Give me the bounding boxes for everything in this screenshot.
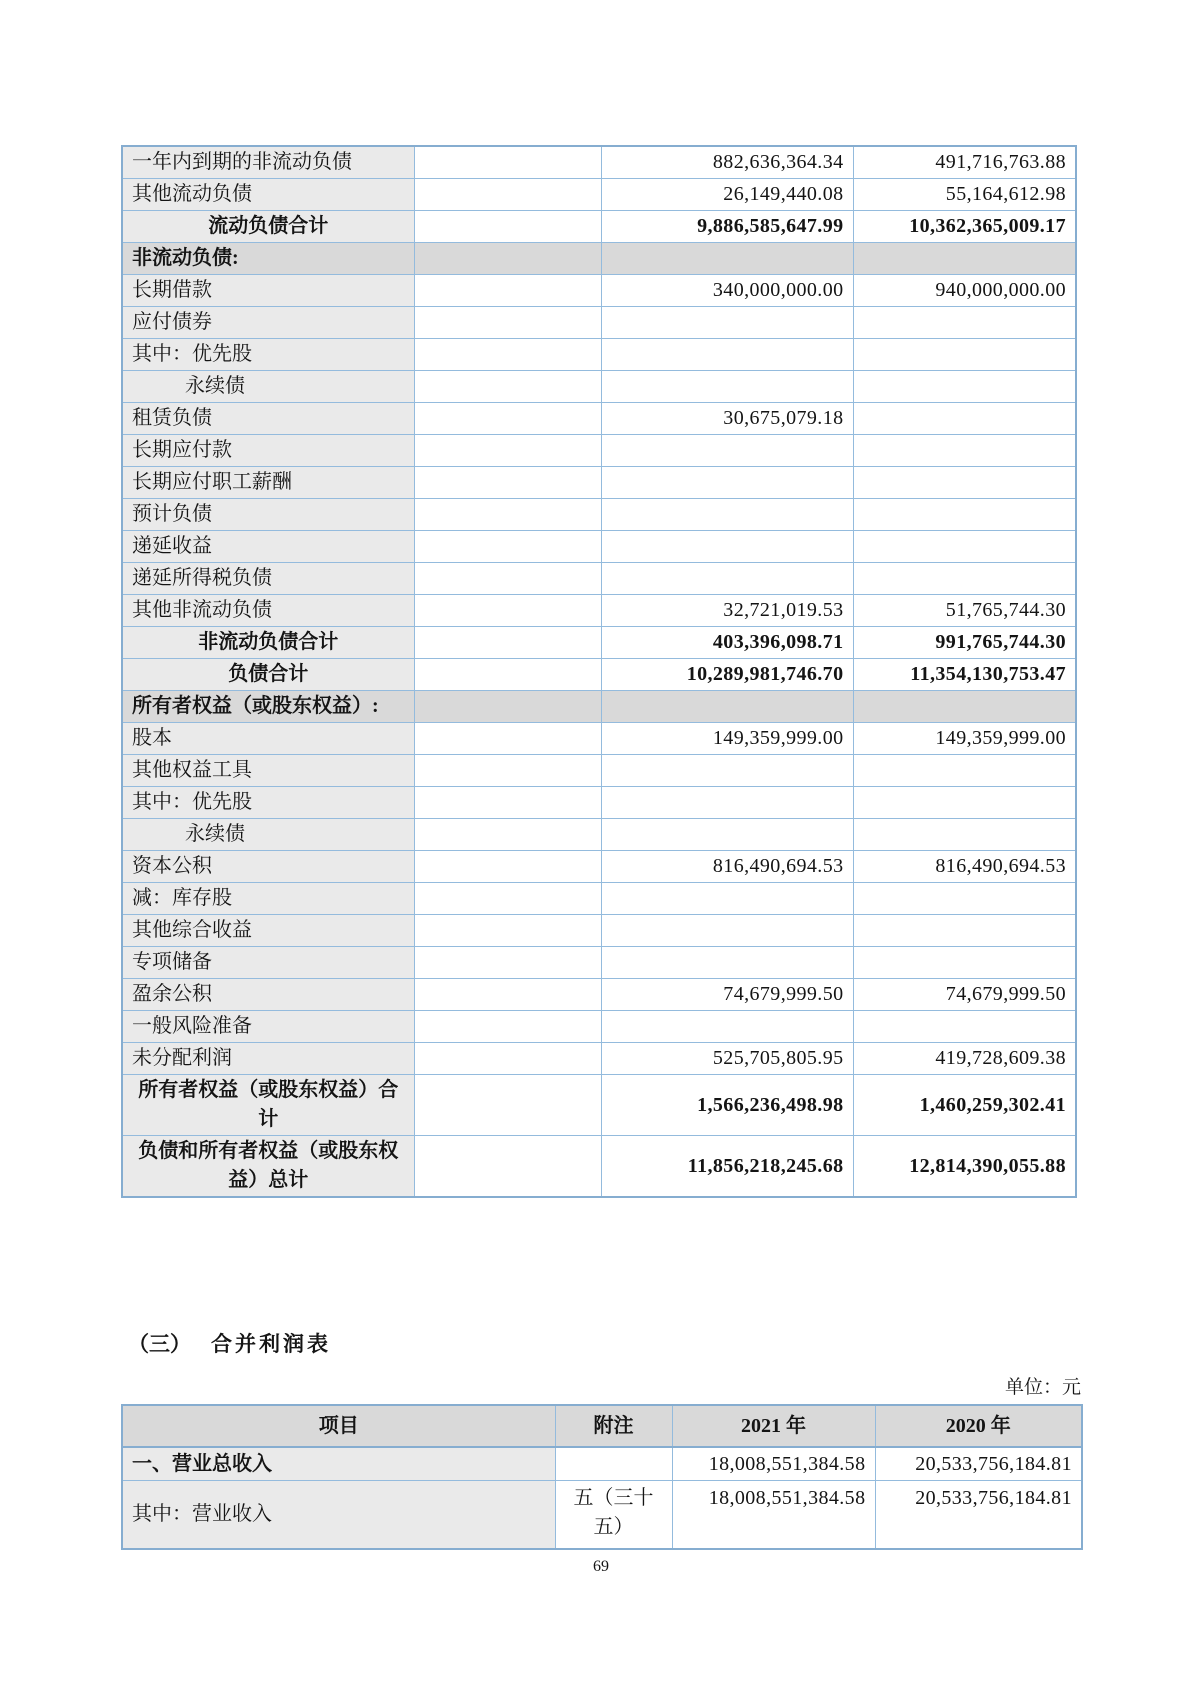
row-value-2020: 149,359,999.00 xyxy=(853,723,1076,755)
income-statement-table xyxy=(121,1404,1083,1550)
row-value-2021 xyxy=(601,819,853,851)
row-label: 一年内到期的非流动负债 xyxy=(122,146,414,179)
row-note xyxy=(555,1447,672,1481)
unit-label: 单位：元 xyxy=(1004,1377,1081,1398)
row-value-2020 xyxy=(853,499,1076,531)
table-row xyxy=(122,787,1076,819)
row-note: 五（三十五） xyxy=(555,1481,672,1550)
row-value-2020: 20,533,756,184.81 xyxy=(875,1481,1082,1550)
row-value-2021 xyxy=(601,563,853,595)
row-value-2021 xyxy=(601,435,853,467)
row-value-2021: 9,886,585,647.99 xyxy=(601,211,853,243)
row-value-2021 xyxy=(601,531,853,563)
row-note xyxy=(414,851,601,883)
table-row xyxy=(122,627,1076,659)
row-value-2021 xyxy=(601,691,853,723)
row-label: 流动负债合计 xyxy=(122,211,414,243)
row-value-2020 xyxy=(853,339,1076,371)
row-label: 其中：营业收入 xyxy=(122,1481,555,1550)
section-heading-number: （三） xyxy=(128,1332,191,1356)
row-value-2021 xyxy=(601,467,853,499)
row-value-2020 xyxy=(853,883,1076,915)
table-row xyxy=(122,979,1076,1011)
row-note xyxy=(414,595,601,627)
table-row xyxy=(122,851,1076,883)
row-note xyxy=(414,275,601,307)
row-note xyxy=(414,146,601,179)
row-value-2020: 991,765,744.30 xyxy=(853,627,1076,659)
row-value-2021 xyxy=(601,755,853,787)
row-value-2021: 1,566,236,498.98 xyxy=(601,1075,853,1136)
row-note xyxy=(414,787,601,819)
row-label: 一、营业总收入 xyxy=(122,1447,555,1481)
row-value-2021: 26,149,440.08 xyxy=(601,179,853,211)
row-value-2021: 816,490,694.53 xyxy=(601,851,853,883)
row-note xyxy=(414,627,601,659)
row-note xyxy=(414,531,601,563)
row-value-2021: 10,289,981,746.70 xyxy=(601,659,853,691)
row-note xyxy=(414,883,601,915)
row-label: 预计负债 xyxy=(122,499,414,531)
row-value-2020 xyxy=(853,371,1076,403)
row-label: 所有者权益（或股东权益）: xyxy=(122,691,414,723)
row-label: 股本 xyxy=(122,723,414,755)
row-value-2021 xyxy=(601,915,853,947)
table-row xyxy=(122,1075,1076,1136)
row-label: 其他权益工具 xyxy=(122,755,414,787)
row-value-2021: 18,008,551,384.58 xyxy=(672,1447,875,1481)
row-note xyxy=(414,1043,601,1075)
row-value-2021: 340,000,000.00 xyxy=(601,275,853,307)
row-note xyxy=(414,371,601,403)
row-label: 其他非流动负债 xyxy=(122,595,414,627)
row-note xyxy=(414,755,601,787)
row-label: 其中：优先股 xyxy=(122,787,414,819)
balance-sheet-table xyxy=(121,145,1077,1198)
table-row xyxy=(122,755,1076,787)
table-row xyxy=(122,723,1076,755)
row-note xyxy=(414,307,601,339)
row-value-2020: 20,533,756,184.81 xyxy=(875,1447,1082,1481)
page-number: 69 xyxy=(593,1558,609,1575)
row-note xyxy=(414,563,601,595)
row-note xyxy=(414,723,601,755)
row-note xyxy=(414,979,601,1011)
row-value-2020 xyxy=(853,819,1076,851)
row-value-2020 xyxy=(853,307,1076,339)
row-value-2020: 10,362,365,009.17 xyxy=(853,211,1076,243)
row-note xyxy=(414,691,601,723)
row-value-2020: 51,765,744.30 xyxy=(853,595,1076,627)
table-row xyxy=(122,1481,1082,1550)
row-value-2020: 12,814,390,055.88 xyxy=(853,1136,1076,1198)
table-row xyxy=(122,435,1076,467)
row-label: 其他综合收益 xyxy=(122,915,414,947)
row-label: 长期借款 xyxy=(122,275,414,307)
table-row xyxy=(122,275,1076,307)
row-value-2021: 882,636,364.34 xyxy=(601,146,853,179)
row-label: 长期应付职工薪酬 xyxy=(122,467,414,499)
table-row xyxy=(122,563,1076,595)
table-row xyxy=(122,915,1076,947)
row-value-2021 xyxy=(601,499,853,531)
row-value-2020 xyxy=(853,947,1076,979)
row-value-2020 xyxy=(853,563,1076,595)
row-value-2020 xyxy=(853,435,1076,467)
row-label: 递延收益 xyxy=(122,531,414,563)
row-label: 永续债 xyxy=(122,371,414,403)
table-row xyxy=(122,595,1076,627)
row-note xyxy=(414,915,601,947)
row-label: 其他流动负债 xyxy=(122,179,414,211)
row-value-2020 xyxy=(853,467,1076,499)
row-label: 非流动负债合计 xyxy=(122,627,414,659)
table-row xyxy=(122,819,1076,851)
row-label: 其中：优先股 xyxy=(122,339,414,371)
table-row xyxy=(122,1043,1076,1075)
row-value-2021: 525,705,805.95 xyxy=(601,1043,853,1075)
table-row xyxy=(122,467,1076,499)
row-note xyxy=(414,243,601,275)
row-label: 负债和所有者权益（或股东权益）总计 xyxy=(122,1136,414,1198)
row-value-2021: 30,675,079.18 xyxy=(601,403,853,435)
table-row xyxy=(122,499,1076,531)
row-value-2021 xyxy=(601,787,853,819)
row-value-2020: 55,164,612.98 xyxy=(853,179,1076,211)
table-row xyxy=(122,179,1076,211)
table-row xyxy=(122,403,1076,435)
row-note xyxy=(414,179,601,211)
row-value-2021: 74,679,999.50 xyxy=(601,979,853,1011)
row-note xyxy=(414,499,601,531)
row-value-2020: 1,460,259,302.41 xyxy=(853,1075,1076,1136)
row-value-2020: 74,679,999.50 xyxy=(853,979,1076,1011)
row-note xyxy=(414,435,601,467)
row-value-2020: 11,354,130,753.47 xyxy=(853,659,1076,691)
table-row xyxy=(122,371,1076,403)
row-label: 减：库存股 xyxy=(122,883,414,915)
row-value-2020 xyxy=(853,691,1076,723)
table-row xyxy=(122,211,1076,243)
header-note: 附注 xyxy=(555,1405,672,1447)
row-label: 应付债券 xyxy=(122,307,414,339)
row-value-2020 xyxy=(853,787,1076,819)
row-note xyxy=(414,403,601,435)
row-note xyxy=(414,947,601,979)
row-value-2020 xyxy=(853,915,1076,947)
row-label: 长期应付款 xyxy=(122,435,414,467)
row-value-2021 xyxy=(601,371,853,403)
row-label: 递延所得税负债 xyxy=(122,563,414,595)
row-label: 所有者权益（或股东权益）合计 xyxy=(122,1075,414,1136)
table-row xyxy=(122,883,1076,915)
row-value-2021 xyxy=(601,243,853,275)
table-row xyxy=(122,339,1076,371)
row-label: 负债合计 xyxy=(122,659,414,691)
table-header-row xyxy=(122,1405,1082,1447)
row-value-2021: 149,359,999.00 xyxy=(601,723,853,755)
row-label: 租赁负债 xyxy=(122,403,414,435)
row-value-2020 xyxy=(853,531,1076,563)
row-value-2020: 816,490,694.53 xyxy=(853,851,1076,883)
row-note xyxy=(414,339,601,371)
row-value-2020 xyxy=(853,755,1076,787)
row-value-2021: 11,856,218,245.68 xyxy=(601,1136,853,1198)
section-heading-title: 合并利润表 xyxy=(211,1332,331,1356)
header-2021: 2021 年 xyxy=(672,1405,875,1447)
row-label: 永续债 xyxy=(122,819,414,851)
row-note xyxy=(414,211,601,243)
section-heading xyxy=(128,1328,331,1358)
row-value-2020: 419,728,609.38 xyxy=(853,1043,1076,1075)
row-note xyxy=(414,1136,601,1198)
row-value-2020 xyxy=(853,1011,1076,1043)
row-value-2021 xyxy=(601,947,853,979)
header-2020: 2020 年 xyxy=(875,1405,1082,1447)
table-row xyxy=(122,691,1076,723)
row-value-2020: 491,716,763.88 xyxy=(853,146,1076,179)
table-row xyxy=(122,1136,1076,1198)
row-value-2020 xyxy=(853,403,1076,435)
row-value-2021 xyxy=(601,1011,853,1043)
table-row xyxy=(122,659,1076,691)
table-row xyxy=(122,146,1076,179)
row-label: 非流动负债: xyxy=(122,243,414,275)
table-row xyxy=(122,243,1076,275)
row-value-2020: 940,000,000.00 xyxy=(853,275,1076,307)
row-value-2021: 18,008,551,384.58 xyxy=(672,1481,875,1550)
table-row xyxy=(122,531,1076,563)
row-value-2021 xyxy=(601,883,853,915)
row-note xyxy=(414,1075,601,1136)
row-note xyxy=(414,819,601,851)
row-note xyxy=(414,467,601,499)
row-value-2021: 32,721,019.53 xyxy=(601,595,853,627)
row-value-2021 xyxy=(601,339,853,371)
row-label: 一般风险准备 xyxy=(122,1011,414,1043)
row-label: 资本公积 xyxy=(122,851,414,883)
table-row xyxy=(122,1011,1076,1043)
row-value-2020 xyxy=(853,243,1076,275)
row-label: 专项储备 xyxy=(122,947,414,979)
row-note xyxy=(414,1011,601,1043)
row-note xyxy=(414,659,601,691)
row-value-2021: 403,396,098.71 xyxy=(601,627,853,659)
header-item: 项目 xyxy=(122,1405,555,1447)
row-label: 盈余公积 xyxy=(122,979,414,1011)
row-label: 未分配利润 xyxy=(122,1043,414,1075)
table-row xyxy=(122,947,1076,979)
table-row xyxy=(122,1447,1082,1481)
row-value-2021 xyxy=(601,307,853,339)
table-row xyxy=(122,307,1076,339)
